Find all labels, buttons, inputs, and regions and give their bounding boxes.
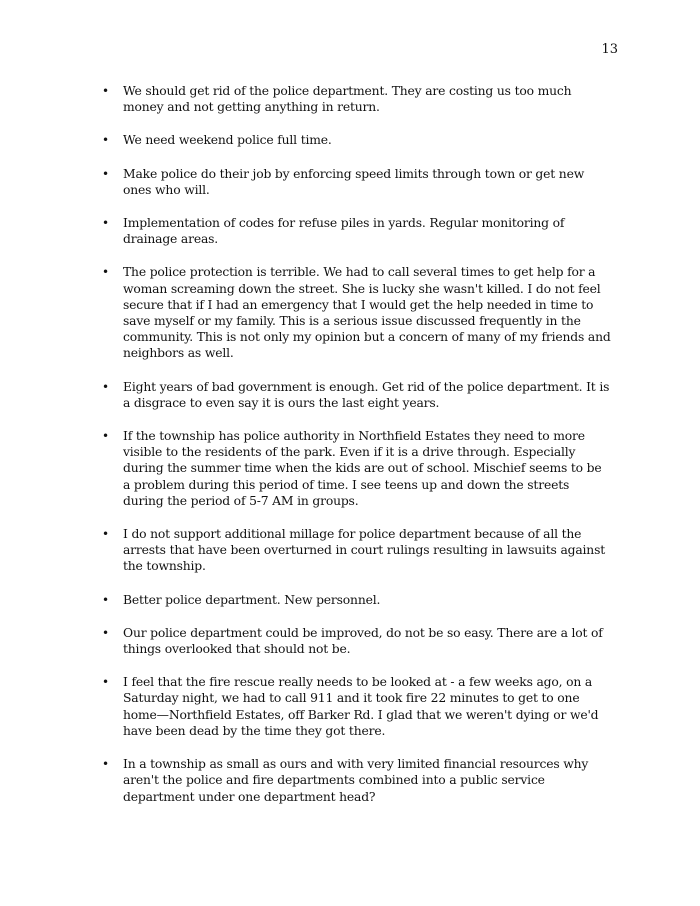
comment-text: We need weekend police full time. <box>123 133 332 148</box>
comment-text: We should get rid of the police department. They are costing us too much money and not getting anything in return. <box>123 84 572 115</box>
comment-list <box>102 83 612 822</box>
comment-text: Eight years of bad government is enough. Get rid of the police department. It is a disgrace to even say it is ours the last eight years. <box>123 379 610 410</box>
list-item <box>102 625 612 657</box>
comment-text: In a township as small as ours and with very limited financial resources why aren't the police and fire departments combined into a public service department under one department head? <box>123 757 589 804</box>
list-item <box>102 592 612 608</box>
comment-text: Implementation of codes for refuse piles in yards. Regular monitoring of drainage areas. <box>123 216 565 247</box>
comment-text: Our police department could be improved, do not be so easy. There are a lot of things overlooked that should not be. <box>123 625 603 657</box>
list-item <box>102 132 612 148</box>
list-item <box>102 264 612 361</box>
comment-text: I feel that the fire rescue really needs to be looked at - a few weeks ago, on a Saturday night, we had to call 911 and it took fire 22 minutes to get to one home—Northfield Estates, off Barker Rd. I glad that we weren't dying or we'd have been dead by the time they got there. <box>123 675 599 738</box>
bullet-icon: • <box>102 675 109 690</box>
list-item <box>102 379 612 411</box>
list-item <box>102 674 612 739</box>
bullet-icon: • <box>102 757 109 772</box>
comment-text: Make police do their job by enforcing speed limits through town or get new ones who will. <box>123 166 585 197</box>
bullet-icon: • <box>102 379 109 394</box>
bullet-icon: • <box>102 429 109 444</box>
bullet-icon: • <box>102 133 109 148</box>
list-item <box>102 166 612 198</box>
bullet-icon: • <box>102 84 109 98</box>
list-item <box>102 83 612 115</box>
list-item <box>102 756 612 805</box>
page-number: 13 <box>601 42 618 57</box>
bullet-icon: • <box>102 592 109 607</box>
bullet-icon: • <box>102 265 109 280</box>
bullet-icon: • <box>102 625 109 640</box>
bullet-icon: • <box>102 166 109 181</box>
comment-text: The police protection is terrible. We had to call several times to get help for a woman screaming down the street. She is lucky she wasn't killed. I do not feel secure that if I had an emergency that I would get the help needed in time to save myself or my family. This is a serious issue discussed frequently in the community. This is not only my opinion but a concern of many of my friends and neighbors as well. <box>123 265 611 361</box>
comment-text: Better police department. New personnel. <box>123 592 381 607</box>
list-item <box>102 428 612 509</box>
comment-text: If the township has police authority in Northfield Estates they need to more visible to the residents of the park. Even if it is a drive through. Especially during the summer time when the kids are out of school. Mischief seems to be a problem during this period of time. I see teens up and down the streets during the period of 5-7 AM in groups. <box>123 429 602 508</box>
bullet-icon: • <box>102 216 109 231</box>
comment-text: I do not support additional millage for police department because of all the arrests that have been overturned in court rulings resulting in lawsuits against the township. <box>123 527 606 574</box>
list-item <box>102 215 612 247</box>
bullet-icon: • <box>102 527 109 542</box>
list-item <box>102 526 612 575</box>
